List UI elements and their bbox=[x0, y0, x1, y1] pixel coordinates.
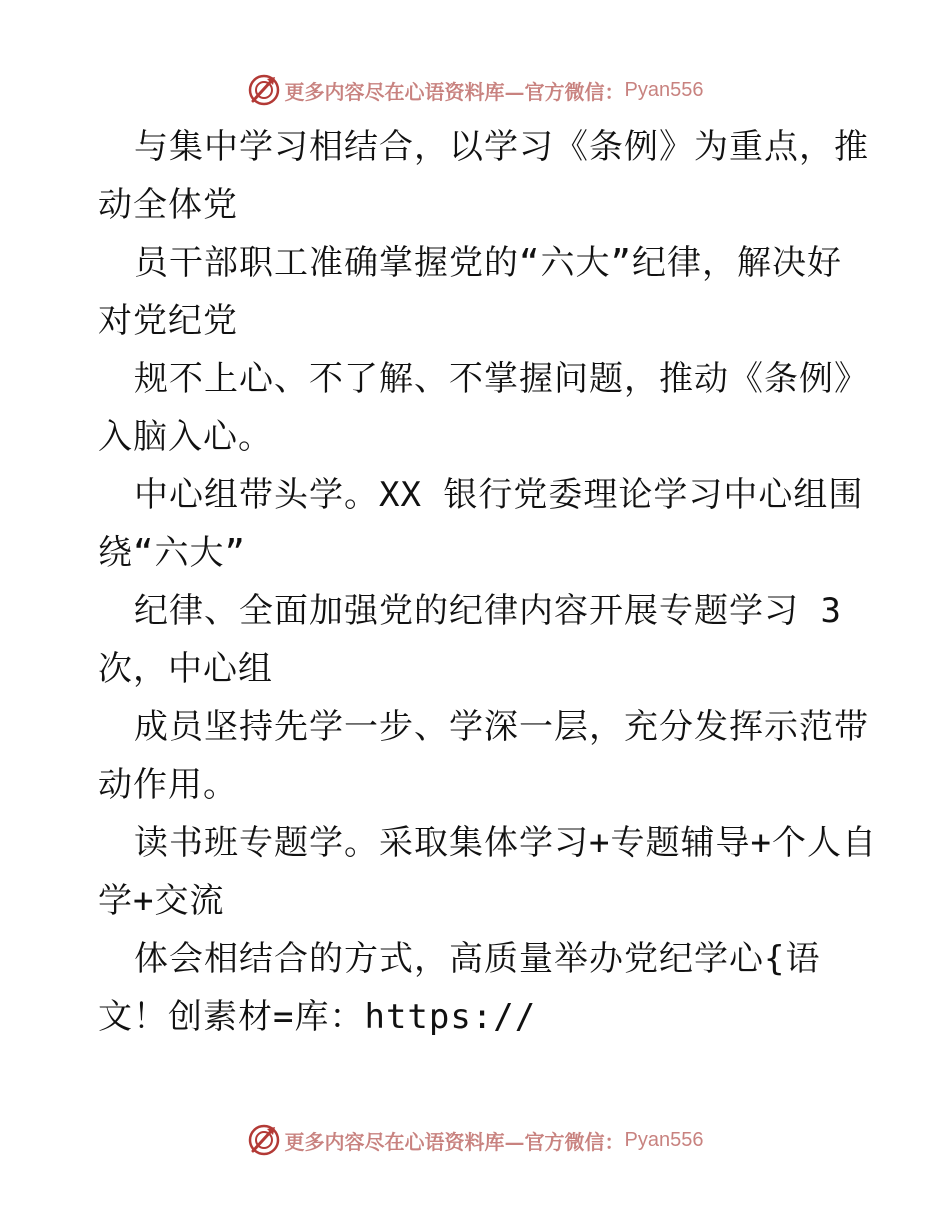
ink-logo-icon bbox=[247, 73, 281, 107]
body-line: 动作用。 bbox=[98, 765, 238, 805]
body-line: 中心组带头学。XX 银行党委理论学习中心组围 bbox=[134, 475, 864, 515]
body-line: 动全体党 bbox=[98, 185, 238, 225]
header-banner-wechat: Pyan556 bbox=[624, 78, 704, 101]
footer-banner bbox=[0, 1120, 950, 1160]
body-line: 绕“六大” bbox=[98, 533, 246, 573]
header-banner bbox=[0, 70, 950, 110]
ink-logo-icon bbox=[247, 1123, 281, 1157]
body-line: 规不上心、不了解、不掌握问题，推动《条例》 bbox=[134, 359, 869, 399]
body-line: 入脑入心。 bbox=[98, 417, 273, 457]
document-body bbox=[98, 118, 877, 1046]
footer-banner-text: 更多内容尽在心语资料库—官方微信： bbox=[284, 1129, 625, 1154]
body-line: 与集中学习相结合，以学习《条例》为重点，推 bbox=[134, 127, 869, 167]
footer-banner-wechat: Pyan556 bbox=[624, 1128, 704, 1151]
body-line: 成员坚持先学一步、学深一层，充分发挥示范带 bbox=[134, 707, 869, 747]
body-line: 次，中心组 bbox=[98, 649, 273, 689]
body-line: 学+交流 bbox=[98, 881, 225, 921]
body-line: 读书班专题学。采取集体学习+专题辅导+个人自 bbox=[134, 823, 877, 863]
header-banner-text: 更多内容尽在心语资料库—官方微信： bbox=[284, 79, 625, 104]
body-line: 体会相结合的方式，高质量举办党纪学心{语 bbox=[134, 939, 821, 979]
body-line: 文！创素材=库：https:// bbox=[98, 997, 537, 1037]
body-line: 纪律、全面加强党的纪律内容开展专题学习 3 bbox=[134, 591, 842, 631]
body-line: 对党纪党 bbox=[98, 301, 238, 341]
body-line: 员干部职工准确掌握党的“六大”纪律，解决好 bbox=[134, 243, 842, 283]
